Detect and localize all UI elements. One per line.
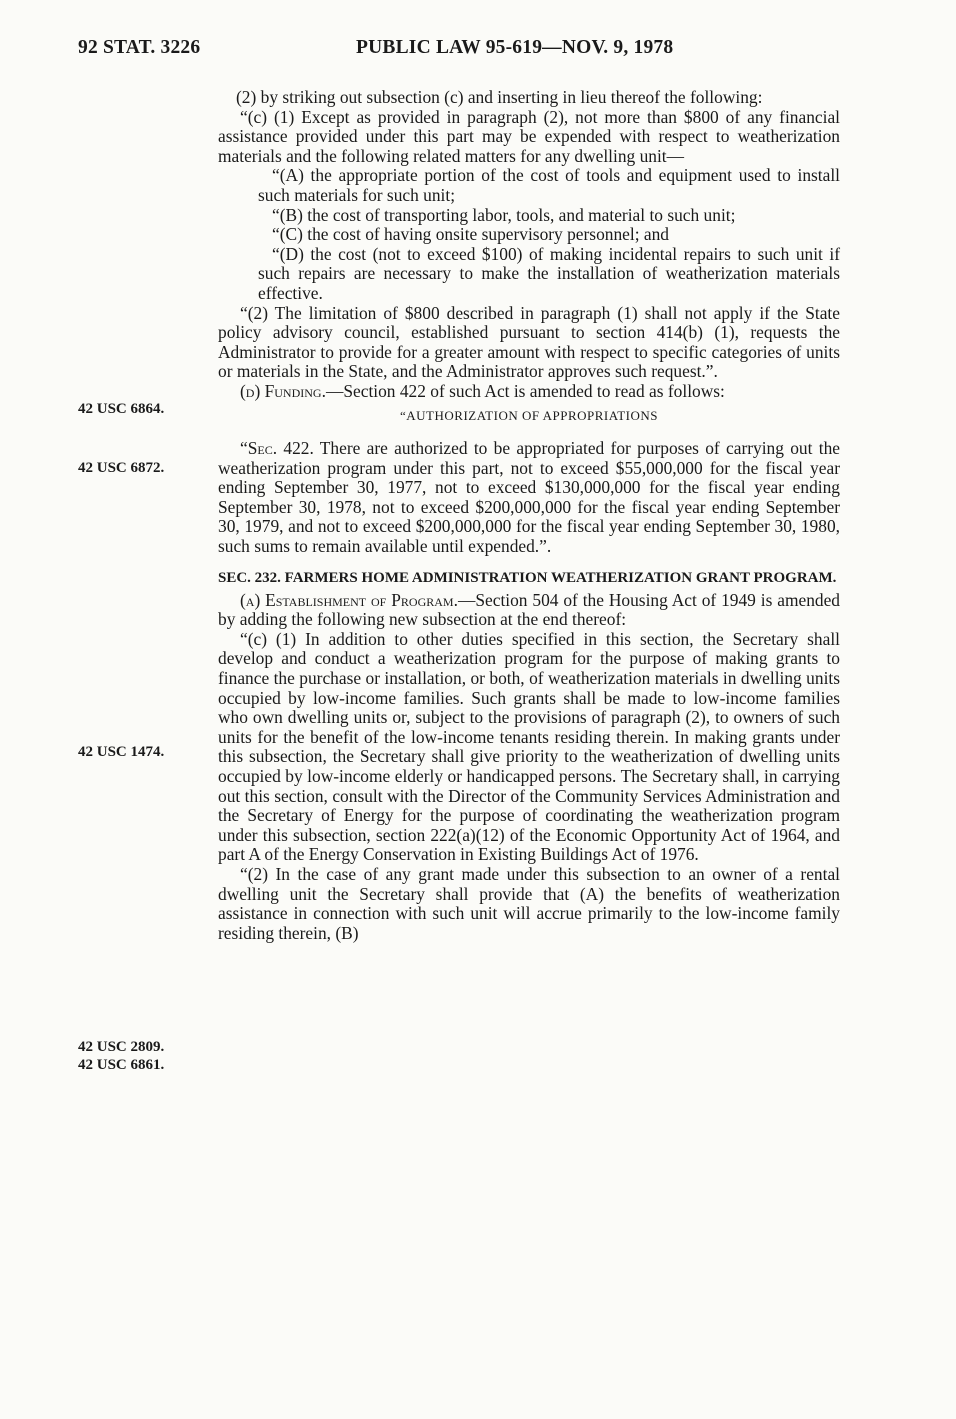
establishment-label: (a) Establishment of Program. bbox=[240, 589, 458, 610]
paragraph-c2: “(2) The limitation of $800 described in paragraph (1) shall not apply if the State policy advisory council, established pursuant to section 414(b) (1), requests the Administrator to provide for a greater amount with respect to specific categories of units or materials in the State, and the Administrator approves such request.”. bbox=[218, 302, 840, 382]
sec-422-body: 422. There are authorized to be appropriated for purposes of carrying out the weatherization program under this part, not to exceed $55,000,000 for the fiscal year ending September 30, 1977, not to exceed $130,000,000 for the fiscal year ending September 30, 1978, not to exceed $200,000,000 for the fiscal year ending September 30, 1979, and not to exceed $200,000,000 for the fiscal year ending September 30, 1980, such sums to remain available until expended.”. bbox=[218, 438, 840, 557]
sec-label: “Sec. bbox=[240, 438, 278, 459]
section-422-text bbox=[218, 439, 840, 557]
paragraph-c1: “(c) (1) Except as provided in paragraph (2), not more than $800 of any financial assistance provided under this part may be expended with respect to weatherization materials and the following related matters for any dwelling unit— bbox=[218, 106, 840, 166]
paragraph-2-striking: (2) by striking out subsection (c) and inserting in lieu thereof the following: bbox=[236, 87, 763, 107]
funding-text: —Section 422 of such Act is amended to read as follows: bbox=[325, 380, 725, 401]
paragraph-a-establishment bbox=[218, 591, 840, 630]
margin-note-usc-1474: 42 USC 1474. bbox=[78, 744, 165, 760]
paragraph-d-funding bbox=[218, 382, 840, 402]
clause-b: “(B) the cost of transporting labor, tools, and material to such unit; bbox=[272, 204, 736, 225]
clause-d: “(D) the cost (not to exceed $100) of making incidental repairs to such unit if such repairs are necessary to make the installation of weatherization materials effective. bbox=[258, 243, 840, 303]
page-header-stat: 92 STAT. 3226 bbox=[78, 37, 201, 58]
margin-note-usc-2809: 42 USC 2809. bbox=[78, 1039, 165, 1055]
statute-body bbox=[218, 88, 840, 943]
clause-c: “(C) the cost of having onsite supervisory personnel; and bbox=[272, 224, 669, 245]
margin-note-usc-6861: 42 USC 6861. bbox=[78, 1057, 165, 1073]
establishment-text: —Section 504 of the Housing Act of 1949 is amended by adding the following new subsection at the end thereof: bbox=[218, 589, 840, 630]
margin-note-usc-6872: 42 USC 6872. bbox=[78, 460, 165, 476]
paragraph-c1-weatherization: “(c) (1) In addition to other duties specified in this section, the Secretary shall develop and conduct a weatherization program for the purpose of making grants to finance the purchase or installation, or both, of weatherization materials in dwelling units occupied by low-income families. Such grants shall be made to low-income families who own dwelling units or, subject to the provisions of paragraph (2), to owners of such units for the benefit of the low-income tenants residing therein. In making grants under this subsection, the Secretary shall give priority to the weatherization of dwelling units occupied by low-income elderly or handicapped persons. The Secretary shall, in carrying out this section, consult with the Director of the Community Services Administration and the Secretary of Energy for the purpose of coordinating the weatherization program under this subsection, section 222(a)(12) of the Economic Opportunity Act of 1964, and part A of the Energy Conservation in Existing Buildings Act of 1976. bbox=[218, 628, 840, 865]
page-header-title: PUBLIC LAW 95-619—NOV. 9, 1978 bbox=[356, 37, 674, 58]
authorization-heading: “AUTHORIZATION OF APPROPRIATIONS bbox=[400, 407, 658, 423]
section-232-heading: SEC. 232. FARMERS HOME ADMINISTRATION WEATHERIZATION GRANT PROGRAM. bbox=[218, 569, 837, 586]
paragraph-c2-rental: “(2) In the case of any grant made under this subsection to an owner of a rental dwelling unit the Secretary shall provide that (A) the benefits of weatherization assistance in connection with such unit will accrue primarily to the low-income family residing therein, (B) bbox=[218, 863, 840, 943]
funding-label: (d) Funding. bbox=[240, 380, 326, 401]
margin-note-usc-6864: 42 USC 6864. bbox=[78, 401, 165, 417]
clause-a: “(A) the appropriate portion of the cost of tools and equipment used to install such materials for such unit; bbox=[258, 165, 840, 205]
